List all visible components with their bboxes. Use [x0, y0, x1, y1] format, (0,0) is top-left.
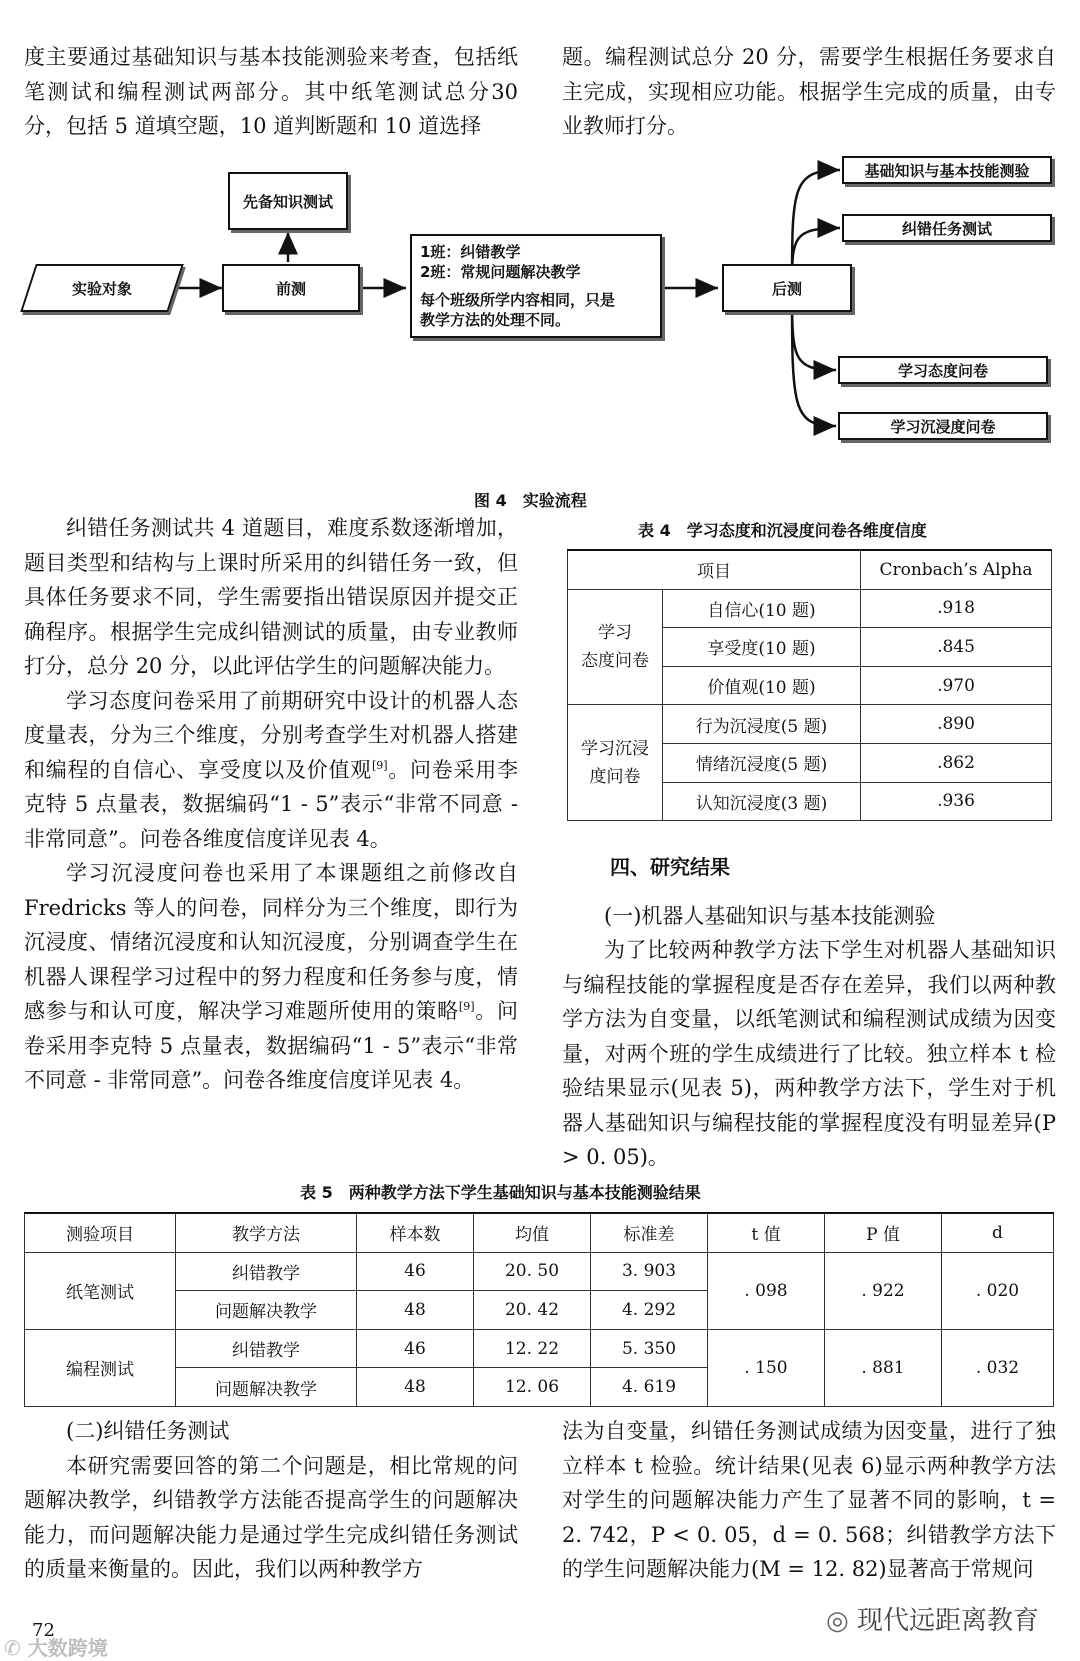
node-basic-skills-test: 基础知识与基本技能测验 [842, 156, 1052, 184]
subsection-heading: (一)机器人基础知识与基本技能测验 [604, 903, 936, 928]
table-4 [567, 549, 1052, 821]
paragraph: 题。编程测试总分 20 分，需要学生根据任务要求自主完成，实现相应功能。根据学生完成的质量，由专业教师打分。 [562, 45, 1056, 138]
group-label: 学习沉浸 度问卷 [568, 705, 663, 821]
top-right-text [562, 40, 1056, 144]
group-label: 学习 态度问卷 [568, 589, 663, 705]
top-left-text [24, 40, 518, 144]
node-attitude-survey: 学习态度问卷 [838, 356, 1048, 384]
node-engagement-survey: 学习沉浸度问卷 [838, 412, 1048, 440]
bottom-left-text [24, 1414, 518, 1587]
figure-caption: 图 4 实验流程 [474, 491, 587, 510]
paragraph: 学习态度问卷采用了前期研究中设计的机器人态度量表，分为三个维度，分别考查学生对机器人搭建和编程的自信心、享受度以及价值观[9]。问卷采用李克特 5 点量表，数据编码“1 - 5”表示“非常不同意 - 非常同意”。问卷各维度信度详见表 4。 [24, 688, 519, 851]
table-header: Cronbach’s Alpha [861, 550, 1052, 589]
node-posttest: 后测 [722, 264, 852, 312]
table-row: 认知沉浸度(3 题) .936 [568, 782, 1052, 821]
watermark-left: ✆ 大数跨境 [4, 1636, 108, 1660]
node-pretest: 前测 [222, 264, 360, 312]
watermark-right: ◎ 现代远距离教育 [826, 1606, 1039, 1636]
paragraph: 学习沉浸度问卷也采用了本课题组之前修改自 Fredricks 等人的问卷，同样分为三个维度，即行为沉浸度、情绪沉浸度和认知沉浸度，分别调查学生在机器人课程学习过程中的努力程度和任务参与度，情感参与和认可度，解决学习难题所使用的策略[9]。问卷采用李克特 5 点量表，数据编码“1 - 5”表示“非常不同意 - 非常同意”。问卷各维度信度详见表 4。 [24, 861, 519, 1092]
paragraph: 纠错任务测试共 4 道题目，难度系数逐渐增加，题目类型和结构与上课时所采用的纠错任务一致，但具体任务要求不同，学生需要指出错误原因并提交正确程序。根据学生完成纠错测试的质量，由专业教师打分，总分 20 分，以此评估学生的问题解决能力。 [24, 516, 518, 678]
table-5 [24, 1212, 1054, 1407]
page-number: 72 [32, 1620, 55, 1641]
table-header: 测验项目 [25, 1213, 176, 1252]
citation: [9] [371, 758, 388, 772]
node-prior-knowledge: 先备知识测试 [228, 172, 348, 230]
table-row: 学习沉浸 度问卷 行为沉浸度(5 题) .890 [568, 705, 1052, 744]
table-4-caption: 表 4 学习态度和沉浸度问卷各维度信度 [638, 521, 927, 540]
subsection-heading: (二)纠错任务测试 [66, 1419, 230, 1443]
left-column-text [24, 511, 518, 1098]
table-header: 教学方法 [176, 1213, 357, 1252]
table-header: 样本数 [357, 1213, 474, 1252]
table-header: 标准差 [591, 1213, 708, 1252]
table-row: 价值观(10 题) .970 [568, 666, 1052, 705]
table-header: P 值 [825, 1213, 942, 1252]
table-header: d [942, 1213, 1054, 1252]
paragraph: 法为自变量，纠错任务测试成绩为因变量，进行了独立样本 t 检验。统计结果(见表 6)显示两种教学方法对学生的问题解决能力产生了显著不同的影响，t = 2. 742，P < 0. 05，d = 0. 568；纠错教学方法下的学生问题解决能力(M = 12. 82)显著高于常规问 [562, 1419, 1056, 1581]
node-classes: 1班：纠错教学 2班：常规问题解决教学 每个班级所学内容相同，只是 教学方法的处理不同。 [410, 234, 662, 338]
table-5-caption: 表 5 两种教学方法下学生基础知识与基本技能测验结果 [300, 1183, 701, 1202]
figure-4-flowchart [0, 148, 1080, 468]
section-heading: 四、研究结果 [610, 855, 730, 879]
table-header: 项目 [568, 550, 861, 589]
watermark-icon: ✆ [4, 1636, 28, 1660]
table-row: 编程测试 纠错教学 46 12. 22 5. 350 . 150 . 881 . 032 [25, 1329, 1054, 1368]
table-row: 享受度(10 题) .845 [568, 628, 1052, 667]
paragraph: 本研究需要回答的第二个问题是，相比常规的问题解决教学，纠错教学方法能否提高学生的问题解决能力，而问题解决能力是通过学生完成纠错任务测试的质量来衡量的。因此，我们以两种教学方 [24, 1453, 518, 1581]
node-subjects: 实验对象 [28, 264, 176, 312]
table-row: 纸笔测试 纠错教学 46 20. 50 3. 903 . 098 . 922 . 020 [25, 1252, 1054, 1291]
wechat-icon: ◎ [826, 1606, 857, 1636]
bottom-right-text [562, 1414, 1056, 1587]
paragraph: 度主要通过基础知识与基本技能测验来考查，包括纸笔测试和编程测试两部分。其中纸笔测试总分30 分，包括 5 道填空题，10 道判断题和 10 道选择 [24, 45, 518, 138]
table-header: 均值 [474, 1213, 591, 1252]
table-row: 学习 态度问卷 自信心(10 题) .918 [568, 589, 1052, 628]
table-row: 问题解决教学 48 12. 06 4. 619 [25, 1368, 1054, 1407]
right-column-text [562, 850, 1056, 1175]
node-debug-task-test: 纠错任务测试 [842, 214, 1052, 242]
table-row: 问题解决教学 48 20. 42 4. 292 [25, 1291, 1054, 1330]
table-header: t 值 [708, 1213, 825, 1252]
citation: [9] [458, 1000, 475, 1013]
paragraph: 为了比较两种教学方法下学生对机器人基础知识与编程技能的掌握程度是否存在差异，我们以两种教学方法为自变量，以纸笔测试和编程测试成绩为因变量，对两个班的学生成绩进行了比较。独立样本 t 检验结果显示(见表 5)，两种教学方法下，学生对于机器人基础知识与编程技能的掌握程度没有明显差异(P > 0. 05)。 [562, 938, 1056, 1169]
table-row: 情绪沉浸度(5 题) .862 [568, 743, 1052, 782]
